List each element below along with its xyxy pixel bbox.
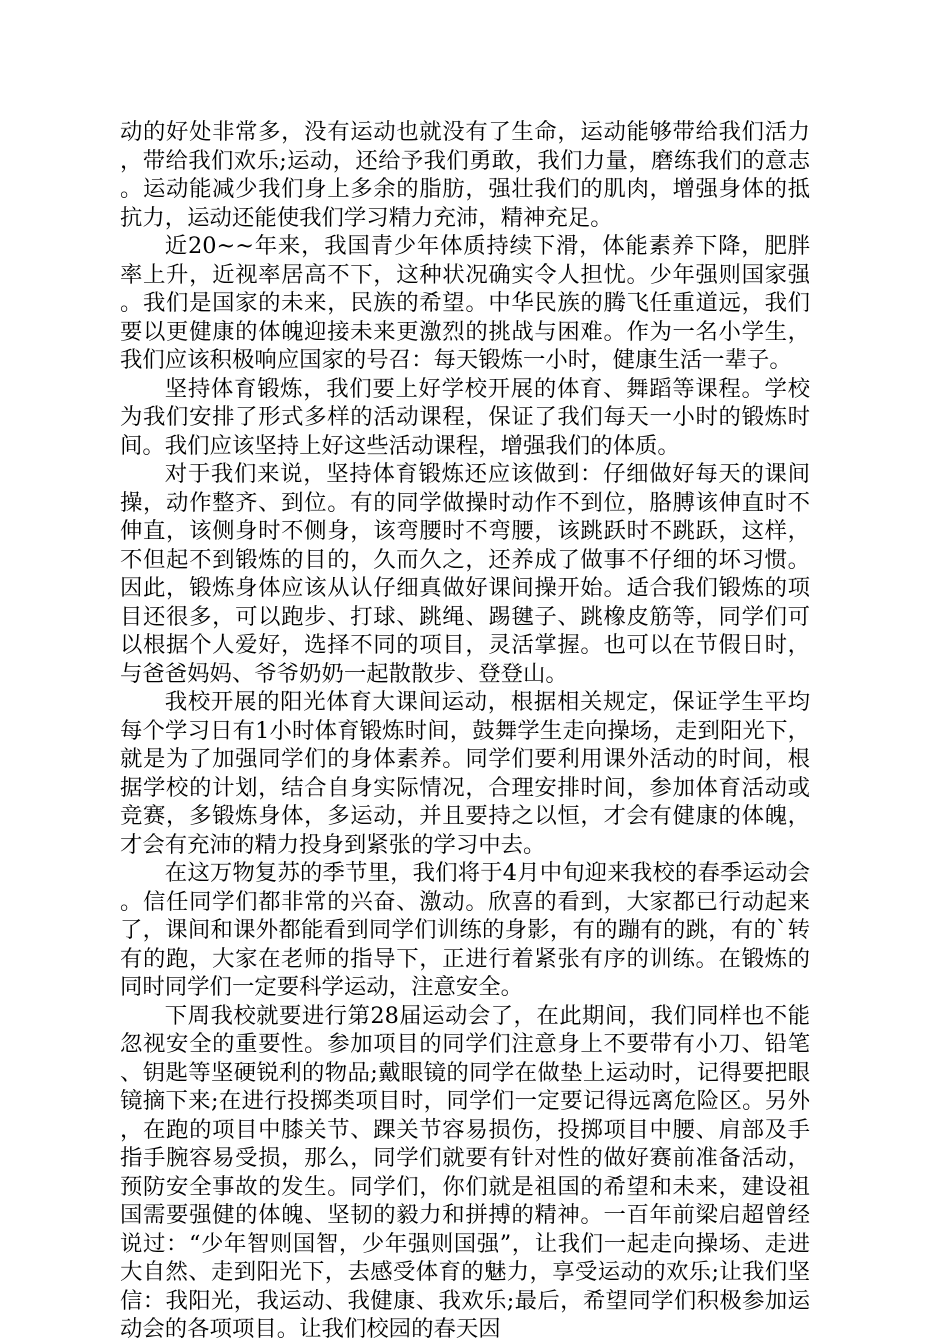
paragraph-5: 我校开展的阳光体育大课间运动，根据相关规定，保证学生平均每个学习日有1小时体育锻炼时间，鼓舞学生走向操场，走到阳光下，就是为了加强同学们的身体素养。同学们要利用课外活动的时间，根据学校的计划，结合自身实际情况，合理安排时间，参加体育活动或竞赛，多锻炼身体，多运动，并且要持之以恒，才会有健康的体魄，才会有充沛的精力投身到紧张的学习中去。 — [120, 689, 810, 858]
paragraph-7: 下周我校就要进行第28届运动会了，在此期间，我们同样也不能忽视安全的重要性。参加项目的同学们注意身上不要带有小刀、铅笔、钥匙等坚硬锐利的物品;戴眼镜的同学在做垫上运动时，记得要把眼镜摘下来;在进行投掷类项目时，同学们一定要记得远离危险区。另外，在跑的项目中膝关节、踝关节容易损伤，投掷项目中腰、肩部及手指手腕容易受损，那么，同学们就要有针对性的做好赛前准备活动，预防安全事故的发生。同学们，你们就是祖国的希望和未来，建设祖国需要强健的体魄、坚韧的毅力和拼搏的精神。一百年前梁启超曾经说过：“少年智则国智，少年强则国强”，让我们一起走向操场、走进大自然、走到阳光下，去感受体育的魅力，享受运动的欢乐;让我们坚信：我阳光，我运动、我健康、我欢乐;最后，希望同学们积极参加运动会的各项项目。让我们校园的春天因 — [120, 1002, 810, 1342]
paragraph-1: 动的好处非常多，没有运动也就没有了生命，运动能够带给我们活力，带给我们欢乐;运动，还给予我们勇敢，我们力量，磨练我们的意志。运动能减少我们身上多余的脂肪，强壮我们的肌肉，增强身体的抵抗力，运动还能使我们学习精力充沛，精神充足。 — [120, 119, 810, 231]
paragraph-2: 近20~~年来，我国青少年体质持续下滑，体能素养下降，肥胖率上升，近视率居高不下，这种状况确实令人担忧。少年强则国家强。我们是国家的未来，民族的希望。中华民族的腾飞任重道远，我们要以更健康的体魄迎接未来更激烈的挑战与困难。作为一名小学生，我们应该积极响应国家的号召：每天锻炼一小时，健康生活一辈子。 — [120, 233, 810, 373]
document-page — [120, 118, 810, 1344]
paragraph-4: 对于我们来说，坚持体育锻炼还应该做到：仔细做好每天的课间操，动作整齐、到位。有的同学做操时动作不到位，胳膊该伸直时不伸直，该侧身时不侧身，该弯腰时不弯腰，该跳跃时不跳跃，这样，不但起不到锻炼的目的，久而久之，还养成了做事不仔细的坏习惯。因此，锻炼身体应该从认仔细真做好课间操开始。适合我们锻炼的项目还很多，可以跑步、打球、跳绳、踢毽子、跳橡皮筋等，同学们可以根据个人爱好，选择不同的项目，灵活掌握。也可以在节假日时，与爸爸妈妈、爷爷奶奶一起散散步、登登山。 — [120, 461, 810, 687]
paragraph-6: 在这万物复苏的季节里，我们将于4月中旬迎来我校的春季运动会。信任同学们都非常的兴奋、激动。欣喜的看到，大家都已行动起来了，课间和课外都能看到同学们训练的身影，有的蹦有的跳，有的`转有的跑，大家在老师的指导下，正进行着紧张有序的训练。在锻炼的同时同学们一定要科学运动，注意安全。 — [120, 860, 810, 1000]
paragraph-3: 坚持体育锻炼，我们要上好学校开展的体育、舞蹈等课程。学校为我们安排了形式多样的活动课程，保证了我们每天一小时的锻炼时间。我们应该坚持上好这些活动课程，增强我们的体质。 — [120, 375, 810, 459]
